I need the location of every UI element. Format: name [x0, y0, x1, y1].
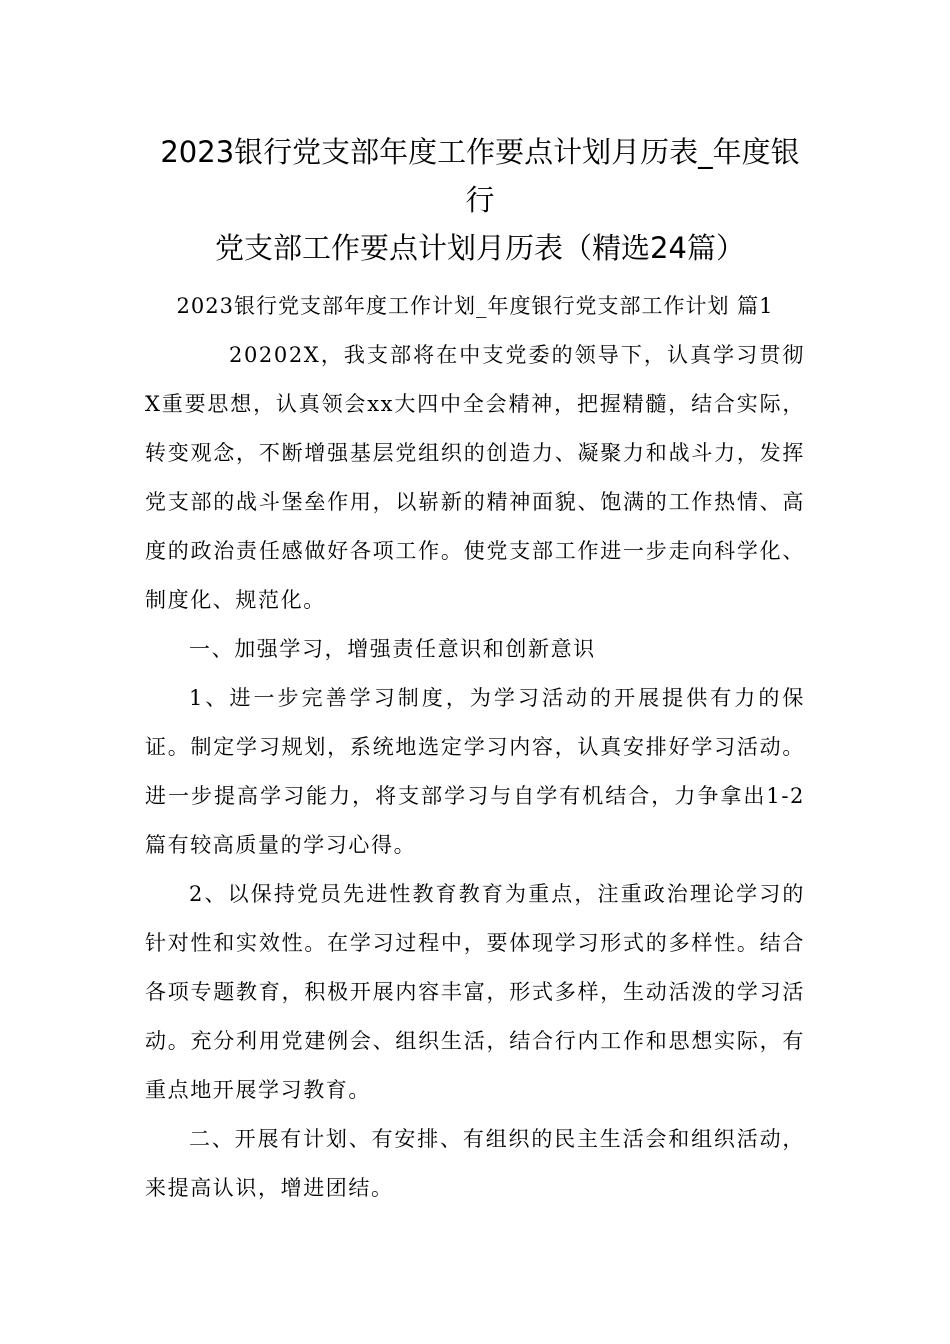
heading-section-1: 一、加强学习，增强责任意识和创新意识 — [189, 637, 596, 661]
document-title — [150, 128, 810, 272]
section-subtitle: 2023银行党支部年度工作计划_年度银行党支部工作计划 篇1 — [176, 294, 774, 318]
document-body — [145, 282, 805, 1213]
document-title-line-1: 2023银行党支部年度工作要点计划月历表_年度银行 — [160, 135, 800, 217]
paragraph-intro: 20202X，我支部将在中支党委的领导下，认真学习贯彻X重要思想，认真领会xx大四中全会精神，把握精髓，结合实际，转变观念，不断增强基层党组织的创造力、凝聚力和战斗力，发挥党支部的战斗堡垒作用，以崭新的精神面貌、饱满的工作热情、高度的政治责任感做好各项工作。使党支部工作进一步走向科学化、制度化、规范化。 — [145, 343, 805, 612]
document-title-line-2: 党支部工作要点计划月历表（精选24篇） — [215, 231, 745, 265]
paragraph-item-2: 2、以保持党员先进性教育教育为重点，注重政治理论学习的针对性和实效性。在学习过程中，要体现学习形式的多样性。结合各项专题教育，积极开展内容丰富，形式多样，生动活泼的学习活动。充分利用党建例会、组织生活，结合行内工作和思想实际，有重点地开展学习教育。 — [145, 882, 805, 1102]
paragraph-item-1: 1、进一步完善学习制度，为学习活动的开展提供有力的保证。制定学习规划，系统地选定学习内容，认真安排好学习活动。进一步提高学习能力，将支部学习与自学有机结合，力争拿出1-2篇有较高质量的学习心得。 — [145, 686, 805, 857]
heading-section-2: 二、开展有计划、有安排、有组织的民主生活会和组织活动，来提高认识，增进团结。 — [145, 1127, 805, 1200]
